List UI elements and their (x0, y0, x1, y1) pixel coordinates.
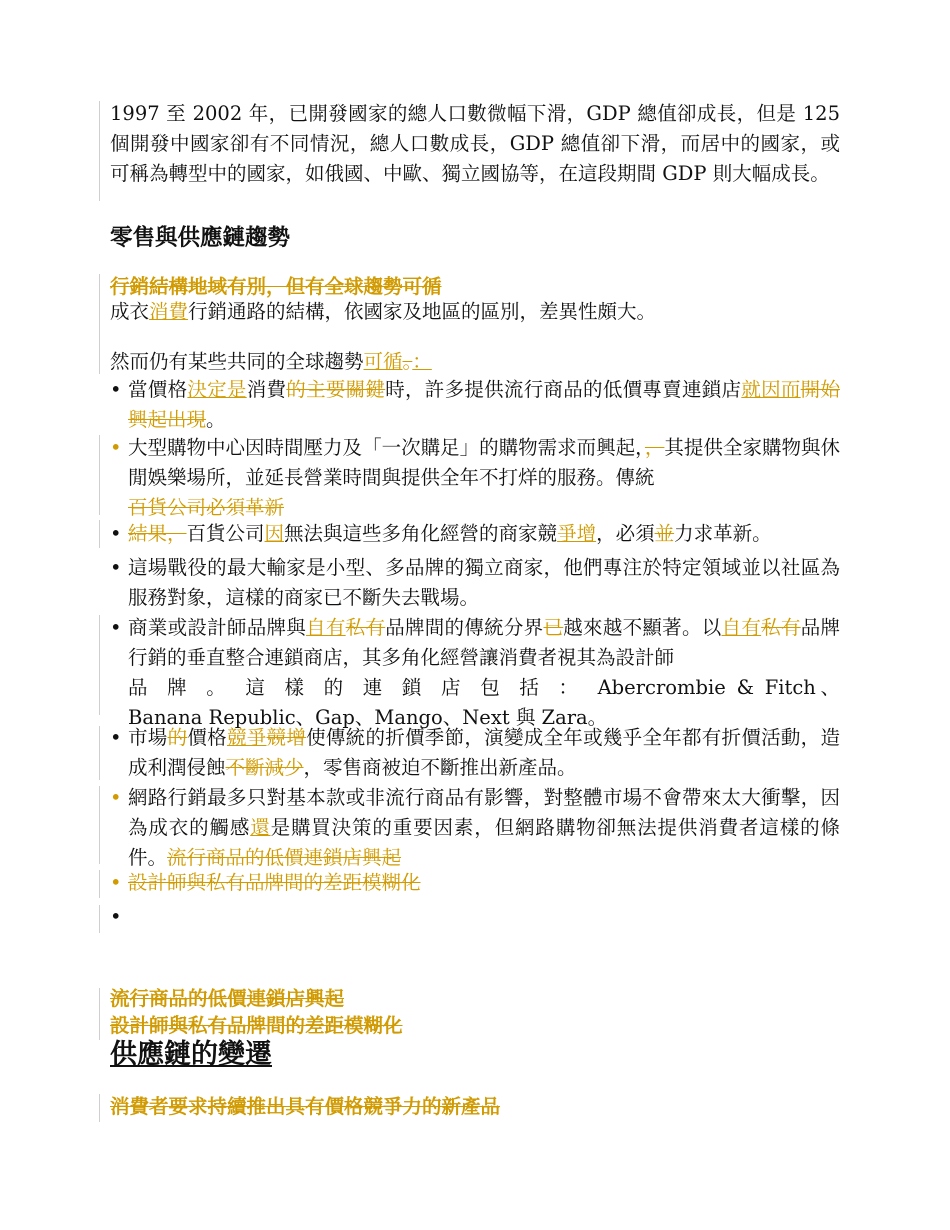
inserted-text: 爭增 (557, 522, 597, 545)
text-run: 品牌間的傳統分界 (385, 616, 544, 639)
change-bar (99, 1094, 100, 1122)
change-bar (99, 520, 100, 548)
bullet-item-price (128, 375, 840, 435)
section-supply-chain (110, 1038, 840, 1072)
inserted-text: 自有 (306, 616, 346, 639)
bullet-item-discounting (128, 723, 840, 783)
inserted-text: 消費 (149, 300, 189, 323)
text-run: 網路行銷最多只對基本款或非流行商品有影響，對整體市場不會帶來太大衝擊，因為成衣的觸感 (128, 786, 840, 839)
text-run: 大型購物中心因時間壓力及「一次購足」的購物需求而興起， (128, 436, 645, 459)
text-run: 品牌。這樣的連鎖店包括： (128, 676, 598, 699)
deleted-text: ， (644, 436, 665, 459)
deleted-text: 並 (654, 522, 675, 545)
deleted-tail-block (110, 985, 840, 1039)
change-bar (99, 274, 100, 374)
text-run: ，零售商被迫不斷推出新產品。 (303, 756, 577, 779)
text-run: 市場 (128, 726, 168, 749)
text-run: 時，許多提供流行商品的低價專賣連鎖店 (385, 378, 742, 401)
text-run: 。 (206, 408, 226, 431)
text-run: 百貨公司 (186, 522, 265, 545)
text-run: 成衣 (110, 300, 150, 323)
text-run: 這場戰役的最大輸家是小型、多品牌的獨立商家，他們專注於特定領域並以社區為服務對象，這樣的商家已不斷失去戰場。 (128, 556, 840, 609)
text-run: 無法與這些多角化經營的商家競 (284, 522, 558, 545)
section-retail-supply (110, 223, 840, 253)
text-run: 其提供全家購物與休閒娛樂場所，並延長營業時間與提供全年不打烊的服務。傳統 (128, 436, 840, 489)
deleted-line-2: 設計師與私有品牌間的差距模糊化 (110, 1014, 403, 1037)
inserted-text: 自有 (721, 616, 762, 639)
change-bar (99, 726, 100, 780)
inserted-text: 就因而 (741, 378, 801, 401)
bullet-item-brand-gap (128, 868, 840, 898)
inserted-text: ： (412, 350, 432, 373)
deleted-text: 出現 (167, 408, 207, 431)
deleted-subheading-2 (110, 1092, 840, 1122)
text-run: 使傳統的折價季節，演變成全年或幾乎全年都有折價活動，造成利潤侵蝕 (128, 726, 840, 779)
text-run: 行銷通路的結構，依國家及地區的區別，差異性頗大。 (188, 300, 657, 323)
bullet-item-online (128, 783, 840, 873)
bullet-marker-changed: • (110, 871, 122, 894)
bullet-marker: • (110, 616, 122, 639)
bullet-marker: • (110, 726, 122, 749)
deleted-text: 。 (402, 350, 413, 373)
section-heading: 零售與供應鏈趨勢 (110, 225, 291, 251)
inserted-text: 可循 (363, 350, 403, 373)
bullet-marker-changed: • (110, 786, 122, 809)
section2-heading: 供應鏈的變遷 (110, 1039, 272, 1070)
text-run: ，必須 (596, 522, 655, 545)
deleted-text: 的主要關鍵 (286, 378, 386, 401)
deleted-text: 已 (543, 616, 564, 639)
change-bar (99, 905, 100, 933)
deleted-text: 不斷減少 (225, 756, 304, 779)
change-bar (99, 435, 100, 515)
deleted-text: 的 (167, 726, 188, 749)
intro-text: 1997 至 2002 年，已開發國家的總人口數微幅下滑，GDP 總值卻成長，但是 125 個開發中國家卻有不同情況，總人口數成長，GDP 總值卻下滑，而居中的國家，或可稱為轉型中的國家，如俄國、中歐、獨立國協等，在這段期間 GDP 則大幅成長。 (110, 102, 840, 185)
intro-paragraph (110, 99, 840, 189)
text-run: 越來越不顯著。以 (563, 616, 722, 639)
bullet-marker: • (110, 522, 122, 545)
deleted-text: 設計師與私有品牌間的差距模糊化 (128, 871, 421, 894)
change-bar (99, 101, 100, 201)
text-run: 是購買決策的重要因素，但網路購物卻無法提供消費者這樣的條件。 (128, 816, 840, 869)
deleted-text: 流行商品的低價連鎖店興起 (167, 846, 402, 869)
text-run: 品牌行銷的垂直整合連鎖商店，其多角化經營讓消費者視其為設計師 (128, 616, 840, 669)
bullet-marker: • (110, 378, 122, 401)
text-run: 力求革新。 (674, 522, 772, 545)
change-bar (99, 615, 100, 715)
inserted-text: 競爭 (226, 726, 267, 749)
bullet-marker-changed: • (110, 436, 122, 459)
change-bar (99, 870, 100, 898)
bullet-item-department-stores (128, 519, 840, 549)
deleted-text: 競增 (266, 726, 307, 749)
change-bar (99, 988, 100, 1040)
deleted-line-1: 流行商品的低價連鎖店興起 (110, 987, 345, 1010)
inserted-text: 還 (250, 816, 271, 839)
text-run: 然而仍有某些共同的全球趨勢 (110, 350, 364, 373)
change-bar (99, 786, 100, 864)
deleted-text: 百貨公司必須革新 (128, 496, 285, 519)
bullet-item-malls (128, 433, 840, 523)
inserted-text: 決定是 (187, 378, 247, 401)
bullet-marker: • (110, 556, 122, 579)
paragraph-structure (110, 297, 840, 327)
bullet-marker-empty: • (110, 905, 122, 928)
deleted-heading-text: 行銷結構地域有別，但有全球趨勢可循 (110, 275, 442, 298)
inserted-text: 因 (264, 522, 285, 545)
text-run: 當價格 (128, 378, 188, 401)
text-run: 商業或設計師品牌與 (128, 616, 307, 639)
deleted-sub-text: 消費者要求持續推出具有價格競爭力的新產品 (110, 1095, 501, 1118)
text-run: Abercrombie & Fitch、Banana Republic、Gap、Mango、Next 與 Zara。 (128, 676, 840, 729)
deleted-text: 開始興起 (128, 378, 840, 431)
bullet-item-independent-stores (128, 553, 840, 613)
text-run: 消費 (246, 378, 287, 401)
text-run: 價格 (187, 726, 227, 749)
deleted-text: 結果， (128, 522, 187, 545)
bullet-item-private-labels (128, 613, 840, 733)
deleted-text: 私有 (345, 616, 386, 639)
deleted-text: 私有 (761, 616, 801, 639)
paragraph-global-trends (110, 347, 840, 377)
